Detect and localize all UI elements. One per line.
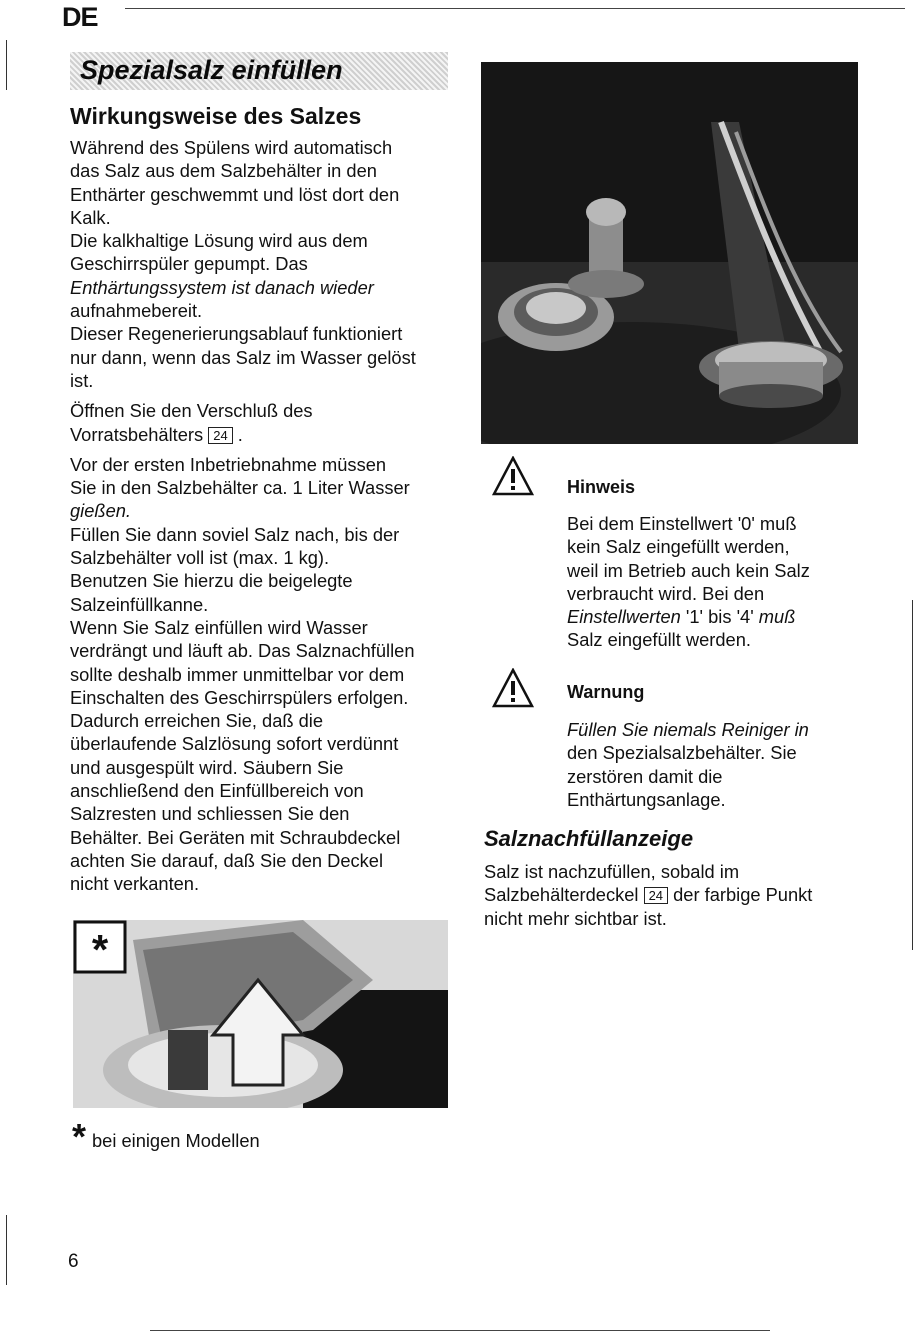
page-number: 6 — [68, 1251, 79, 1272]
text-line: Geschirrspüler gepumpt. Das — [70, 253, 308, 275]
screw-cap-photo — [73, 920, 448, 1108]
footnote-text: bei einigen Modellen — [92, 1130, 260, 1151]
text-line: Salzresten und schliessen Sie den — [70, 803, 350, 825]
top-rule — [125, 8, 905, 9]
part-reference-box: 24 — [208, 427, 232, 444]
text-line: Enthärtungsanlage. — [567, 788, 726, 810]
text-line: sollte deshalb immer unmittelbar vor dem — [70, 663, 405, 685]
scan-edge-mark — [912, 600, 913, 950]
text-line: zerstören damit die — [567, 765, 723, 787]
language-marker: DE — [62, 2, 98, 32]
warning-title: Warnung — [567, 682, 645, 702]
paragraph — [70, 569, 455, 616]
paragraph — [70, 322, 455, 392]
text-line: nur dann, wenn das Salz im Wasser gelöst — [70, 346, 416, 368]
scan-edge-mark — [6, 1215, 7, 1285]
text-line: den Spezialsalzbehälter. Sie — [567, 742, 797, 764]
text-fragment: '1' bis '4' — [680, 606, 759, 628]
subheading: Wirkungsweise des Salzes — [70, 103, 362, 129]
text-line: Die kalkhaltige Lösung wird aus dem — [70, 230, 368, 252]
paragraph — [70, 616, 455, 896]
footnote-asterisk: * — [72, 1116, 87, 1157]
text-line: kein Salz eingefüllt werden, — [567, 536, 790, 558]
warning-body — [567, 718, 837, 811]
text-line: Während des Spülens wird automatisch — [70, 137, 393, 158]
text-line: Vorratsbehälters — [70, 423, 204, 445]
paragraph — [70, 229, 455, 322]
text-line: Benutzen Sie hierzu die beigelegte — [70, 570, 353, 592]
text-line: Vor der ersten Inbetriebnahme müssen — [70, 453, 387, 475]
text-line: Kalk. — [70, 206, 111, 228]
text-line: nicht verkanten. — [70, 873, 200, 895]
text-line: der farbige Punkt — [673, 884, 813, 906]
text-line: Öffnen Sie den Verschluß des — [70, 400, 313, 422]
text-italic: Einstellwerten — [567, 606, 681, 628]
text-line: Einschalten des Geschirrspülers erfolgen. — [70, 686, 409, 708]
warning-text — [567, 718, 837, 811]
paragraph — [70, 523, 455, 570]
text-line: Enthärter geschwemmt und löst dort den — [70, 183, 400, 205]
text-line: nicht mehr sichtbar ist. — [484, 907, 667, 929]
section-banner — [70, 52, 448, 90]
paragraph — [70, 399, 455, 446]
figure-asterisk: * — [91, 926, 109, 973]
indicator-text — [484, 860, 864, 930]
text-line: Dadurch erreichen Sie, daß die — [70, 710, 324, 732]
note-text — [567, 512, 837, 652]
text-line: verbraucht wird. Bei den — [567, 582, 765, 604]
text-line: Sie in den Salzbehälter ca. 1 Liter Wasser — [70, 477, 410, 499]
text-line: Salzbehälterdeckel — [484, 884, 639, 906]
text-line: Behälter. Bei Geräten mit Schraubdeckel — [70, 826, 401, 848]
text-line: das Salz aus dem Salzbehälter in den — [70, 160, 377, 182]
text-line: aufnahmebereit. — [70, 300, 203, 322]
text-line-italic: Enthärtungssystem ist danach wieder — [70, 276, 374, 298]
left-column — [70, 136, 455, 896]
paragraph — [70, 453, 455, 523]
text-line-italic: Füllen Sie niemals Reiniger in — [567, 719, 809, 740]
warning-triangle-icon — [492, 456, 534, 496]
text-line: Salzeinfüllkanne. — [70, 593, 209, 615]
text-line: überlaufende Salzlösung sofort verdünnt — [70, 733, 399, 755]
text-line: weil im Betrieb auch kein Salz — [567, 559, 810, 581]
text-line: ist. — [70, 369, 94, 391]
scan-edge-mark — [6, 40, 7, 90]
text-italic: muß — [758, 606, 796, 628]
note-title: Hinweis — [567, 477, 636, 497]
text-line: . — [237, 423, 243, 445]
text-line-italic: gießen. — [70, 500, 131, 522]
text-line: Salz eingefüllt werden. — [567, 629, 751, 651]
indicator-heading: Salznachfüllanzeige — [484, 826, 694, 851]
section-title: Spezialsalz einfüllen — [80, 55, 343, 85]
warning-triangle-icon — [492, 668, 534, 708]
screw-cap-illustration — [73, 920, 448, 1108]
salt-container-illustration — [481, 62, 858, 444]
part-reference-box: 24 — [644, 887, 668, 904]
text-line: und ausgespült wird. Säubern Sie — [70, 756, 344, 778]
paragraph — [484, 860, 864, 930]
bottom-rule — [150, 1330, 770, 1331]
text-line: anschließend den Einfüllbereich von — [70, 780, 364, 802]
text-line: Wenn Sie Salz einfüllen wird Wasser — [70, 616, 368, 638]
note-body — [567, 512, 837, 652]
text-line: Salz ist nachzufüllen, sobald im — [484, 861, 740, 882]
text-line: verdrängt und läuft ab. Das Salznachfüllen — [70, 640, 415, 662]
text-line: Salzbehälter voll ist (max. 1 kg). — [70, 547, 330, 569]
text-line: Bei dem Einstellwert '0' muß — [567, 513, 797, 534]
text-line: Dieser Regenerierungsablauf funktioniert — [70, 323, 403, 345]
paragraph — [70, 136, 455, 229]
salt-container-photo — [481, 62, 858, 444]
text-line: achten Sie darauf, daß Sie den Deckel — [70, 849, 384, 871]
text-line: Füllen Sie dann soviel Salz nach, bis der — [70, 523, 400, 545]
